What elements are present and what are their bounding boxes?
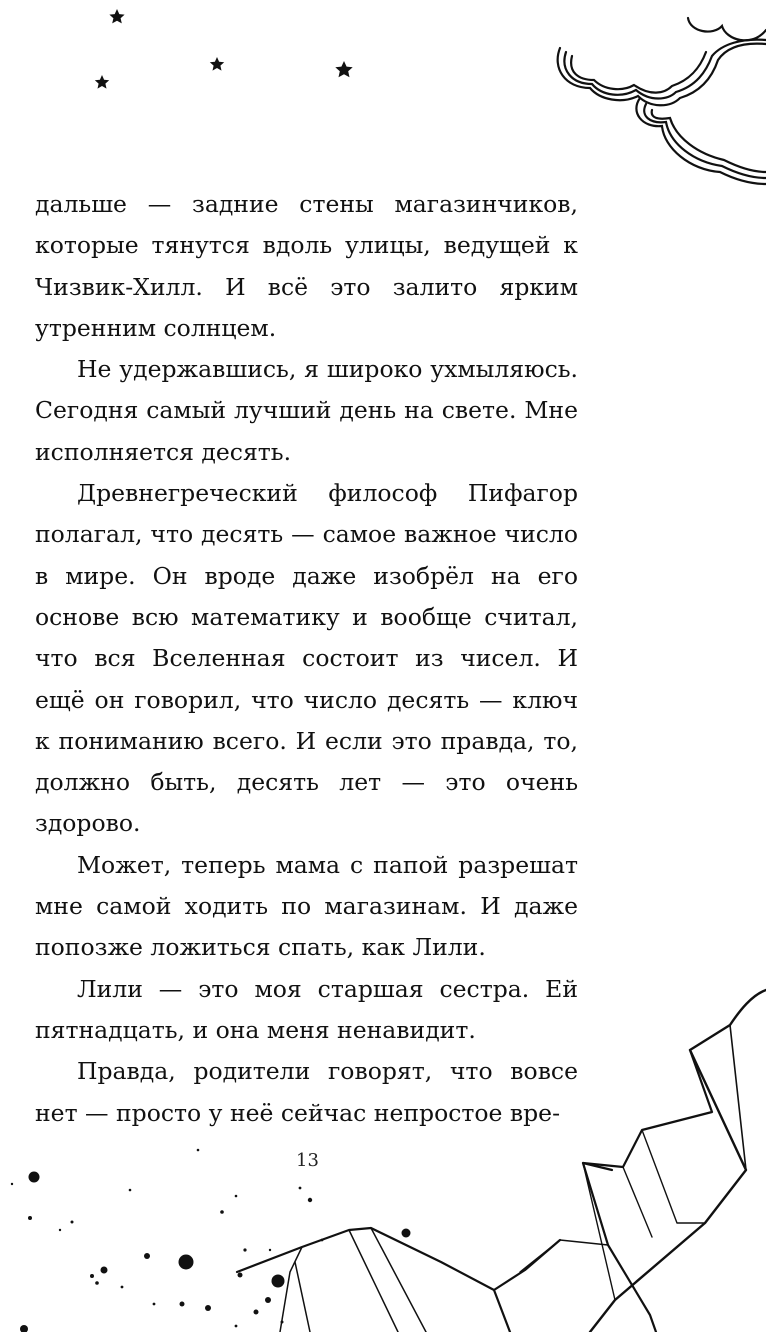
paragraph: Лили — это моя старшая сестра. Ей пятнадцать, и она меня ненавидит. xyxy=(35,974,578,1044)
star-icon xyxy=(95,75,109,89)
paragraph: Не удержавшись, я широко ухмыляюсь. Сегодня самый лучший день на свете. Мне исполняется десять. xyxy=(35,355,578,466)
starfield-icon xyxy=(11,1149,411,1332)
page-number: 13 xyxy=(296,1150,319,1171)
body-text xyxy=(35,184,578,1134)
paragraph: дальше — задние стены магазинчиков, которые тянутся вдоль улицы, ведущей к Чизвик-Хилл. И всё это залито ярким утренним солнцем. xyxy=(35,190,578,342)
paragraph: Правда, родители говорят, что вовсе нет — просто у неё сейчас непростое вре- xyxy=(35,1057,578,1127)
paragraph: Древнегреческий философ Пифагор полагал, что десять — самое важное число в мире. Он вроде даже изобрёл на его основе всю математику и вообще считал, что вся Вселенная состоит из чисел. И ещё он говорил, что число десять — ключ к пониманию всего. И если это правда, то, должно быть, десять лет — это очень здорово. xyxy=(35,479,578,838)
paragraph: Может, теперь мама с папой разрешат мне самой ходить по магазинам. И даже попозже ложиться спать, как Лили. xyxy=(35,850,578,962)
star-icon xyxy=(335,61,352,77)
cloud-icon xyxy=(558,18,766,184)
star-icon xyxy=(109,9,124,23)
star-icon xyxy=(210,57,224,71)
